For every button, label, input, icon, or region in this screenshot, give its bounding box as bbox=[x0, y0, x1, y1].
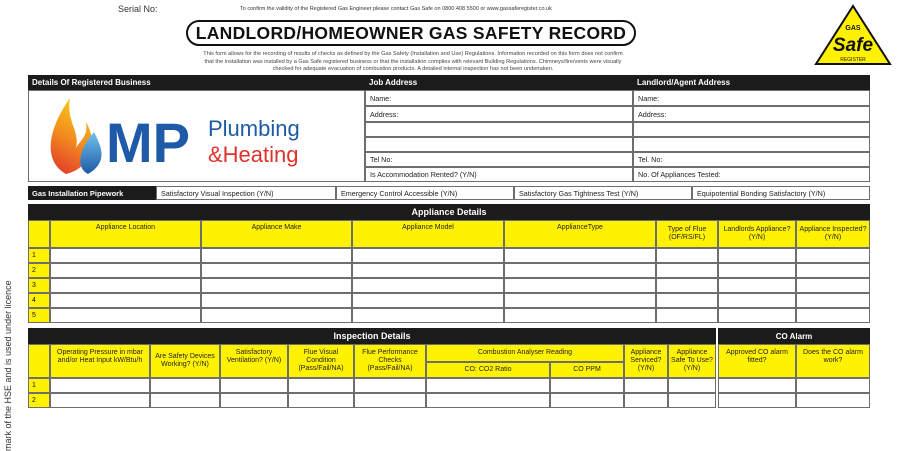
appliance-cell[interactable] bbox=[504, 248, 656, 263]
appliance-cell[interactable] bbox=[504, 308, 656, 323]
inspection-row-number: 1 bbox=[28, 378, 50, 393]
inspection-cell[interactable] bbox=[624, 378, 668, 393]
inspection-cell[interactable] bbox=[426, 393, 550, 408]
col-appliance-serviced: Appliance Serviced? (Y/N) bbox=[624, 344, 668, 378]
intro-line: This form allows for the recording of results of checks as defined by the Gas Safety (Installation and Use) Regulations. Information recorded on this form does not confirm bbox=[203, 51, 623, 57]
appliance-cell[interactable] bbox=[50, 263, 201, 278]
landlord-address-field[interactable]: Address: bbox=[633, 106, 870, 122]
col-safety-devices: Are Safety Devices Working? (Y/N) bbox=[150, 344, 220, 378]
appliance-cell[interactable] bbox=[718, 293, 796, 308]
gas-safe-register-logo bbox=[814, 4, 892, 68]
inspection-cell[interactable] bbox=[354, 378, 426, 393]
appliance-cell[interactable] bbox=[796, 278, 870, 293]
job-tel-field[interactable]: Tel No: bbox=[365, 152, 633, 167]
landlord-address-line[interactable] bbox=[633, 137, 870, 152]
intro-line: checked for adequate evacuation of combustion products. A detailed internal inspection has not been undertaken. bbox=[272, 66, 554, 73]
appliance-cell[interactable] bbox=[504, 263, 656, 278]
inspection-index-header bbox=[28, 344, 50, 378]
pipework-emergency-control[interactable]: Emergency Control Accessible (Y/N) bbox=[336, 186, 514, 200]
landlord-tel-field[interactable]: Tel. No: bbox=[633, 152, 870, 167]
inspection-cell[interactable] bbox=[668, 393, 716, 408]
landlord-address-header: Landlord/Agent Address bbox=[633, 75, 870, 90]
col-operating-pressure: Operating Pressure in mbar and/or Heat Input kW/Btu/h bbox=[50, 344, 150, 378]
logo-plumbing-text: Plumbing bbox=[208, 116, 300, 141]
col-ventilation: Satisfactory Ventilation? (Y/N) bbox=[220, 344, 288, 378]
pipework-tightness-test[interactable]: Satisfactory Gas Tightness Test (Y/N) bbox=[514, 186, 692, 200]
appliance-cell[interactable] bbox=[352, 308, 504, 323]
col-appliance-safe: Appliance Safe To Use? (Y/N) bbox=[668, 344, 716, 378]
inspection-cell[interactable] bbox=[50, 393, 150, 408]
col-appliance-location: Appliance Location bbox=[50, 220, 201, 248]
inspection-cell[interactable] bbox=[668, 378, 716, 393]
appliance-cell[interactable] bbox=[201, 308, 352, 323]
appliance-cell[interactable] bbox=[656, 293, 718, 308]
inspection-cell[interactable] bbox=[718, 378, 796, 393]
appliance-cell[interactable] bbox=[352, 293, 504, 308]
inspection-cell[interactable] bbox=[796, 393, 870, 408]
appliance-cell[interactable] bbox=[656, 278, 718, 293]
appliance-cell[interactable] bbox=[352, 248, 504, 263]
appliance-cell[interactable] bbox=[718, 308, 796, 323]
appliance-cell[interactable] bbox=[50, 308, 201, 323]
appliance-cell[interactable] bbox=[796, 308, 870, 323]
job-name-field[interactable]: Name: bbox=[365, 90, 633, 106]
inspection-cell[interactable] bbox=[550, 378, 624, 393]
side-licence-text: mark of the HSE and is used under licence bbox=[3, 280, 13, 451]
appliance-row-number: 5 bbox=[28, 308, 50, 323]
col-co-ppm: CO PPM bbox=[550, 362, 624, 378]
appliance-index-header bbox=[28, 220, 50, 248]
col-flue-visual: Flue Visual Condition (Pass/Fail/NA) bbox=[288, 344, 354, 378]
form-title-box bbox=[186, 20, 636, 46]
co-alarm-header: CO Alarm bbox=[718, 328, 870, 344]
appliance-cell[interactable] bbox=[796, 248, 870, 263]
col-appliance-inspected: Appliance Inspected? (Y/N) bbox=[796, 220, 870, 248]
inspection-cell[interactable] bbox=[624, 393, 668, 408]
inspection-cell[interactable] bbox=[150, 378, 220, 393]
appliance-cell[interactable] bbox=[504, 293, 656, 308]
appliance-cell[interactable] bbox=[656, 308, 718, 323]
col-co-alarm-works: Does the CO alarm work? bbox=[796, 344, 870, 378]
inspection-cell[interactable] bbox=[288, 378, 354, 393]
gas-safe-confirm-text: To confirm the validity of the Registered Gas Engineer please contact Gas Safe on 0800 408 5500 or www.gassaferegister.co.uk bbox=[240, 6, 552, 12]
job-address-header: Job Address bbox=[365, 75, 633, 90]
gas-safe-register-text: REGISTER bbox=[840, 57, 866, 63]
col-co-alarm-fitted: Approved CO alarm fitted? bbox=[718, 344, 796, 378]
pipework-visual-inspection[interactable]: Satisfactory Visual Inspection (Y/N) bbox=[156, 186, 336, 200]
inspection-row-number: 2 bbox=[28, 393, 50, 408]
appliance-cell[interactable] bbox=[201, 293, 352, 308]
appliance-cell[interactable] bbox=[50, 278, 201, 293]
appliance-row-number: 1 bbox=[28, 248, 50, 263]
col-landlords-appliance: Landlords Appliance? (Y/N) bbox=[718, 220, 796, 248]
appliance-cell[interactable] bbox=[656, 248, 718, 263]
appliance-cell[interactable] bbox=[352, 278, 504, 293]
appliance-cell[interactable] bbox=[796, 263, 870, 278]
appliance-cell[interactable] bbox=[504, 278, 656, 293]
appliance-cell[interactable] bbox=[796, 293, 870, 308]
inspection-details-header: Inspection Details bbox=[28, 328, 716, 344]
col-flue-type: Type of Flue (OF/RS/FL) bbox=[656, 220, 718, 248]
inspection-cell[interactable] bbox=[220, 378, 288, 393]
inspection-cell[interactable] bbox=[354, 393, 426, 408]
business-header: Details Of Registered Business bbox=[28, 75, 365, 90]
gas-safe-word: Safe bbox=[832, 35, 874, 56]
inspection-cell[interactable] bbox=[50, 378, 150, 393]
inspection-cell[interactable] bbox=[718, 393, 796, 408]
mp-plumbing-logo bbox=[36, 92, 356, 182]
intro-text bbox=[188, 51, 638, 74]
intro-line: that the installation was installed by a Gas Safe registered business or that the installation complies with relevant Building Regulations. Chimneys/fire/vents were visually bbox=[204, 58, 622, 65]
appliance-cell[interactable] bbox=[50, 293, 201, 308]
pipework-label: Gas Installation Pipework bbox=[28, 186, 156, 200]
appliance-cell[interactable] bbox=[352, 263, 504, 278]
landlord-appliances-field[interactable]: No. Of Appliances Tested: bbox=[633, 167, 870, 182]
appliance-cell[interactable] bbox=[718, 248, 796, 263]
col-appliance-make: Appliance Make bbox=[201, 220, 352, 248]
landlord-address-line[interactable] bbox=[633, 122, 870, 137]
appliance-cell[interactable] bbox=[201, 263, 352, 278]
col-flue-performance: Flue Performance Checks (Pass/Fail/NA) bbox=[354, 344, 426, 378]
appliance-row-number: 2 bbox=[28, 263, 50, 278]
appliance-row-number: 4 bbox=[28, 293, 50, 308]
col-combustion-reading: Combustion Analyser Reading bbox=[426, 344, 624, 362]
form-title: LANDLORD/HOMEOWNER GAS SAFETY RECORD bbox=[195, 22, 627, 43]
appliance-cell[interactable] bbox=[201, 248, 352, 263]
inspection-cell[interactable] bbox=[426, 378, 550, 393]
appliance-cell[interactable] bbox=[201, 278, 352, 293]
col-appliance-model: Appliance Model bbox=[352, 220, 504, 248]
landlord-name-field[interactable]: Name: bbox=[633, 90, 870, 106]
appliance-cell[interactable] bbox=[718, 263, 796, 278]
logo-heating-text: &Heating bbox=[208, 142, 299, 167]
job-address-line[interactable] bbox=[365, 122, 633, 137]
appliance-cell[interactable] bbox=[50, 248, 201, 263]
col-co-co2-ratio: CO: CO2 Ratio bbox=[426, 362, 550, 378]
logo-mp-letters: MP bbox=[106, 111, 190, 174]
job-address-field[interactable]: Address: bbox=[365, 106, 633, 122]
gas-safe-top-text: GAS bbox=[845, 25, 861, 32]
inspection-cell[interactable] bbox=[550, 393, 624, 408]
appliance-cell[interactable] bbox=[656, 263, 718, 278]
inspection-cell[interactable] bbox=[288, 393, 354, 408]
inspection-cell[interactable] bbox=[220, 393, 288, 408]
pipework-bonding[interactable]: Equipotential Bonding Satisfactory (Y/N) bbox=[692, 186, 870, 200]
serial-label: Serial No: bbox=[118, 4, 158, 14]
col-appliance-type: ApplianceType bbox=[504, 220, 656, 248]
job-address-line[interactable] bbox=[365, 137, 633, 152]
appliance-row-number: 3 bbox=[28, 278, 50, 293]
inspection-cell[interactable] bbox=[150, 393, 220, 408]
appliance-details-header: Appliance Details bbox=[28, 204, 870, 220]
appliance-cell[interactable] bbox=[718, 278, 796, 293]
job-rented-field[interactable]: Is Accommodation Rented? (Y/N) bbox=[365, 167, 633, 182]
inspection-cell[interactable] bbox=[796, 378, 870, 393]
